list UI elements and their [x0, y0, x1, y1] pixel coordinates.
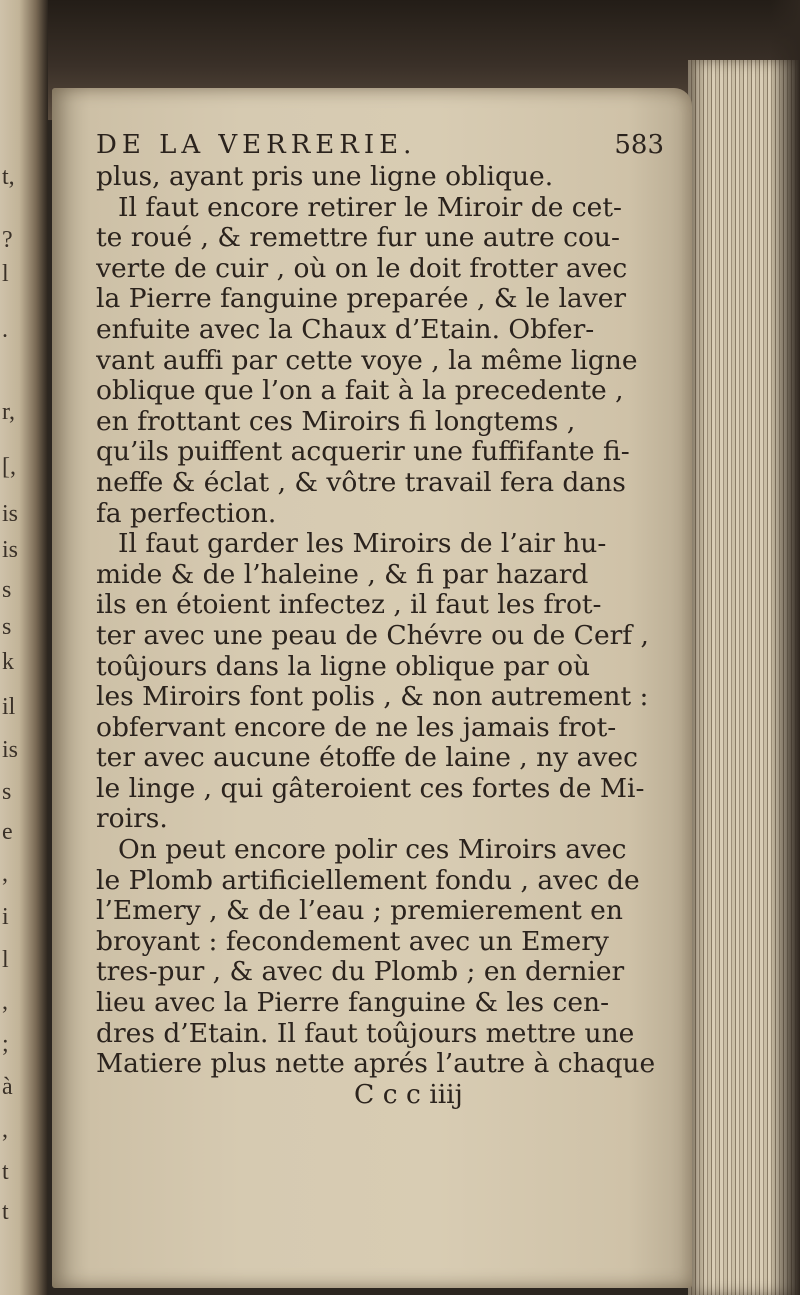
- text-line: fa perfection.: [96, 498, 277, 529]
- page-header: [96, 122, 676, 162]
- page-number: 583: [614, 130, 664, 160]
- text-line: ter avec une peau de Chévre ou de Cerf ,: [96, 620, 649, 651]
- right-shadow: [770, 0, 800, 1295]
- margin-fragment: ?: [2, 227, 13, 253]
- margin-fragment: s: [2, 614, 12, 640]
- margin-fragment: i: [2, 904, 9, 930]
- text-line: verte de cuir , où on le doit frotter avec: [96, 253, 628, 284]
- signature-mark: C c c iiij: [354, 1078, 463, 1110]
- text-line: l’Emery , & de l’eau ; premierement en: [96, 896, 623, 927]
- text-line: qu’ils puiffent acquerir une fuffifante fi-: [96, 437, 630, 468]
- margin-fragment: is: [2, 501, 19, 527]
- margin-fragment: ,: [2, 861, 8, 887]
- running-title: DE LA VERRERIE.: [96, 130, 417, 160]
- text-line: dres d’Etain. Il faut toûjours mettre une: [96, 1018, 635, 1049]
- margin-fragment: is: [2, 537, 19, 563]
- margin-fragment: is: [2, 737, 19, 763]
- margin-fragment: ,: [2, 1117, 8, 1143]
- text-line: la Pierre fanguine preparée , & le laver: [96, 284, 627, 315]
- margin-fragment: .: [2, 317, 8, 343]
- body-text: [96, 162, 676, 1080]
- text-line: lieu avec la Pierre fanguine & les cen-: [96, 988, 610, 1019]
- text-line: toûjours dans la ligne oblique par où: [96, 651, 591, 682]
- margin-fragment: ;: [2, 1031, 9, 1057]
- text-line: les Miroirs font polis , & non autrement :: [96, 682, 649, 713]
- margin-fragment: s: [2, 577, 12, 603]
- margin-fragment: s: [2, 779, 12, 805]
- text-line: neffe & éclat , & vôtre travail fera dans: [96, 467, 626, 498]
- margin-fragment: l: [2, 947, 9, 973]
- text-line: ils en étoient infectez , il faut les frot-: [96, 590, 602, 621]
- margin-fragment: ,: [2, 989, 8, 1015]
- text-line: ter avec aucune étoffe de laine , ny avec: [96, 743, 638, 774]
- text-line: broyant : fecondement avec un Emery: [96, 926, 609, 957]
- text-line: plus, ayant pris une ligne oblique.: [96, 162, 554, 192]
- margin-fragment: t: [2, 1199, 9, 1225]
- text-line: vant auffi par cette voye , la même ligne: [96, 345, 638, 376]
- text-line: Il faut garder les Miroirs de l’air hu-: [118, 529, 607, 560]
- text-line: en frottant ces Miroirs fi longtems ,: [96, 406, 576, 437]
- text-line: Matiere plus nette aprés l’autre à chaque: [96, 1049, 656, 1080]
- margin-fragment: k: [2, 649, 14, 675]
- margin-fragment: à: [2, 1074, 13, 1100]
- text-line: le Plomb artificiellement fondu , avec de: [96, 865, 640, 896]
- text-line: Il faut encore retirer le Miroir de cet-: [118, 192, 622, 223]
- text-line: oblique que l’on a fait à la precedente ,: [96, 376, 624, 407]
- text-line: enfuite avec la Chaux d’Etain. Obfer-: [96, 314, 595, 345]
- text-line: te roué , & remettre fur une autre cou-: [96, 223, 620, 254]
- previous-page-edge: [0, 0, 48, 1295]
- margin-fragment: t: [2, 1159, 9, 1185]
- margin-fragment: t,: [2, 164, 15, 190]
- margin-fragment: e: [2, 819, 13, 845]
- text-line: tres-pur , & avec du Plomb ; en dernier: [96, 957, 625, 988]
- margin-fragment: l: [2, 261, 9, 287]
- text-line: roirs.: [96, 804, 168, 835]
- margin-fragment: [,: [2, 454, 16, 480]
- margin-fragment: il: [2, 694, 16, 720]
- text-line: On peut encore polir ces Miroirs avec: [118, 835, 627, 866]
- text-line: obfervant encore de ne les jamais frot-: [96, 712, 617, 743]
- page-text: [96, 122, 676, 1110]
- text-line: le linge , qui gâteroient ces fortes de Mi-: [96, 773, 645, 804]
- text-line: mide & de l’haleine , & fi par hazard: [96, 559, 589, 590]
- margin-fragment: r,: [2, 399, 16, 425]
